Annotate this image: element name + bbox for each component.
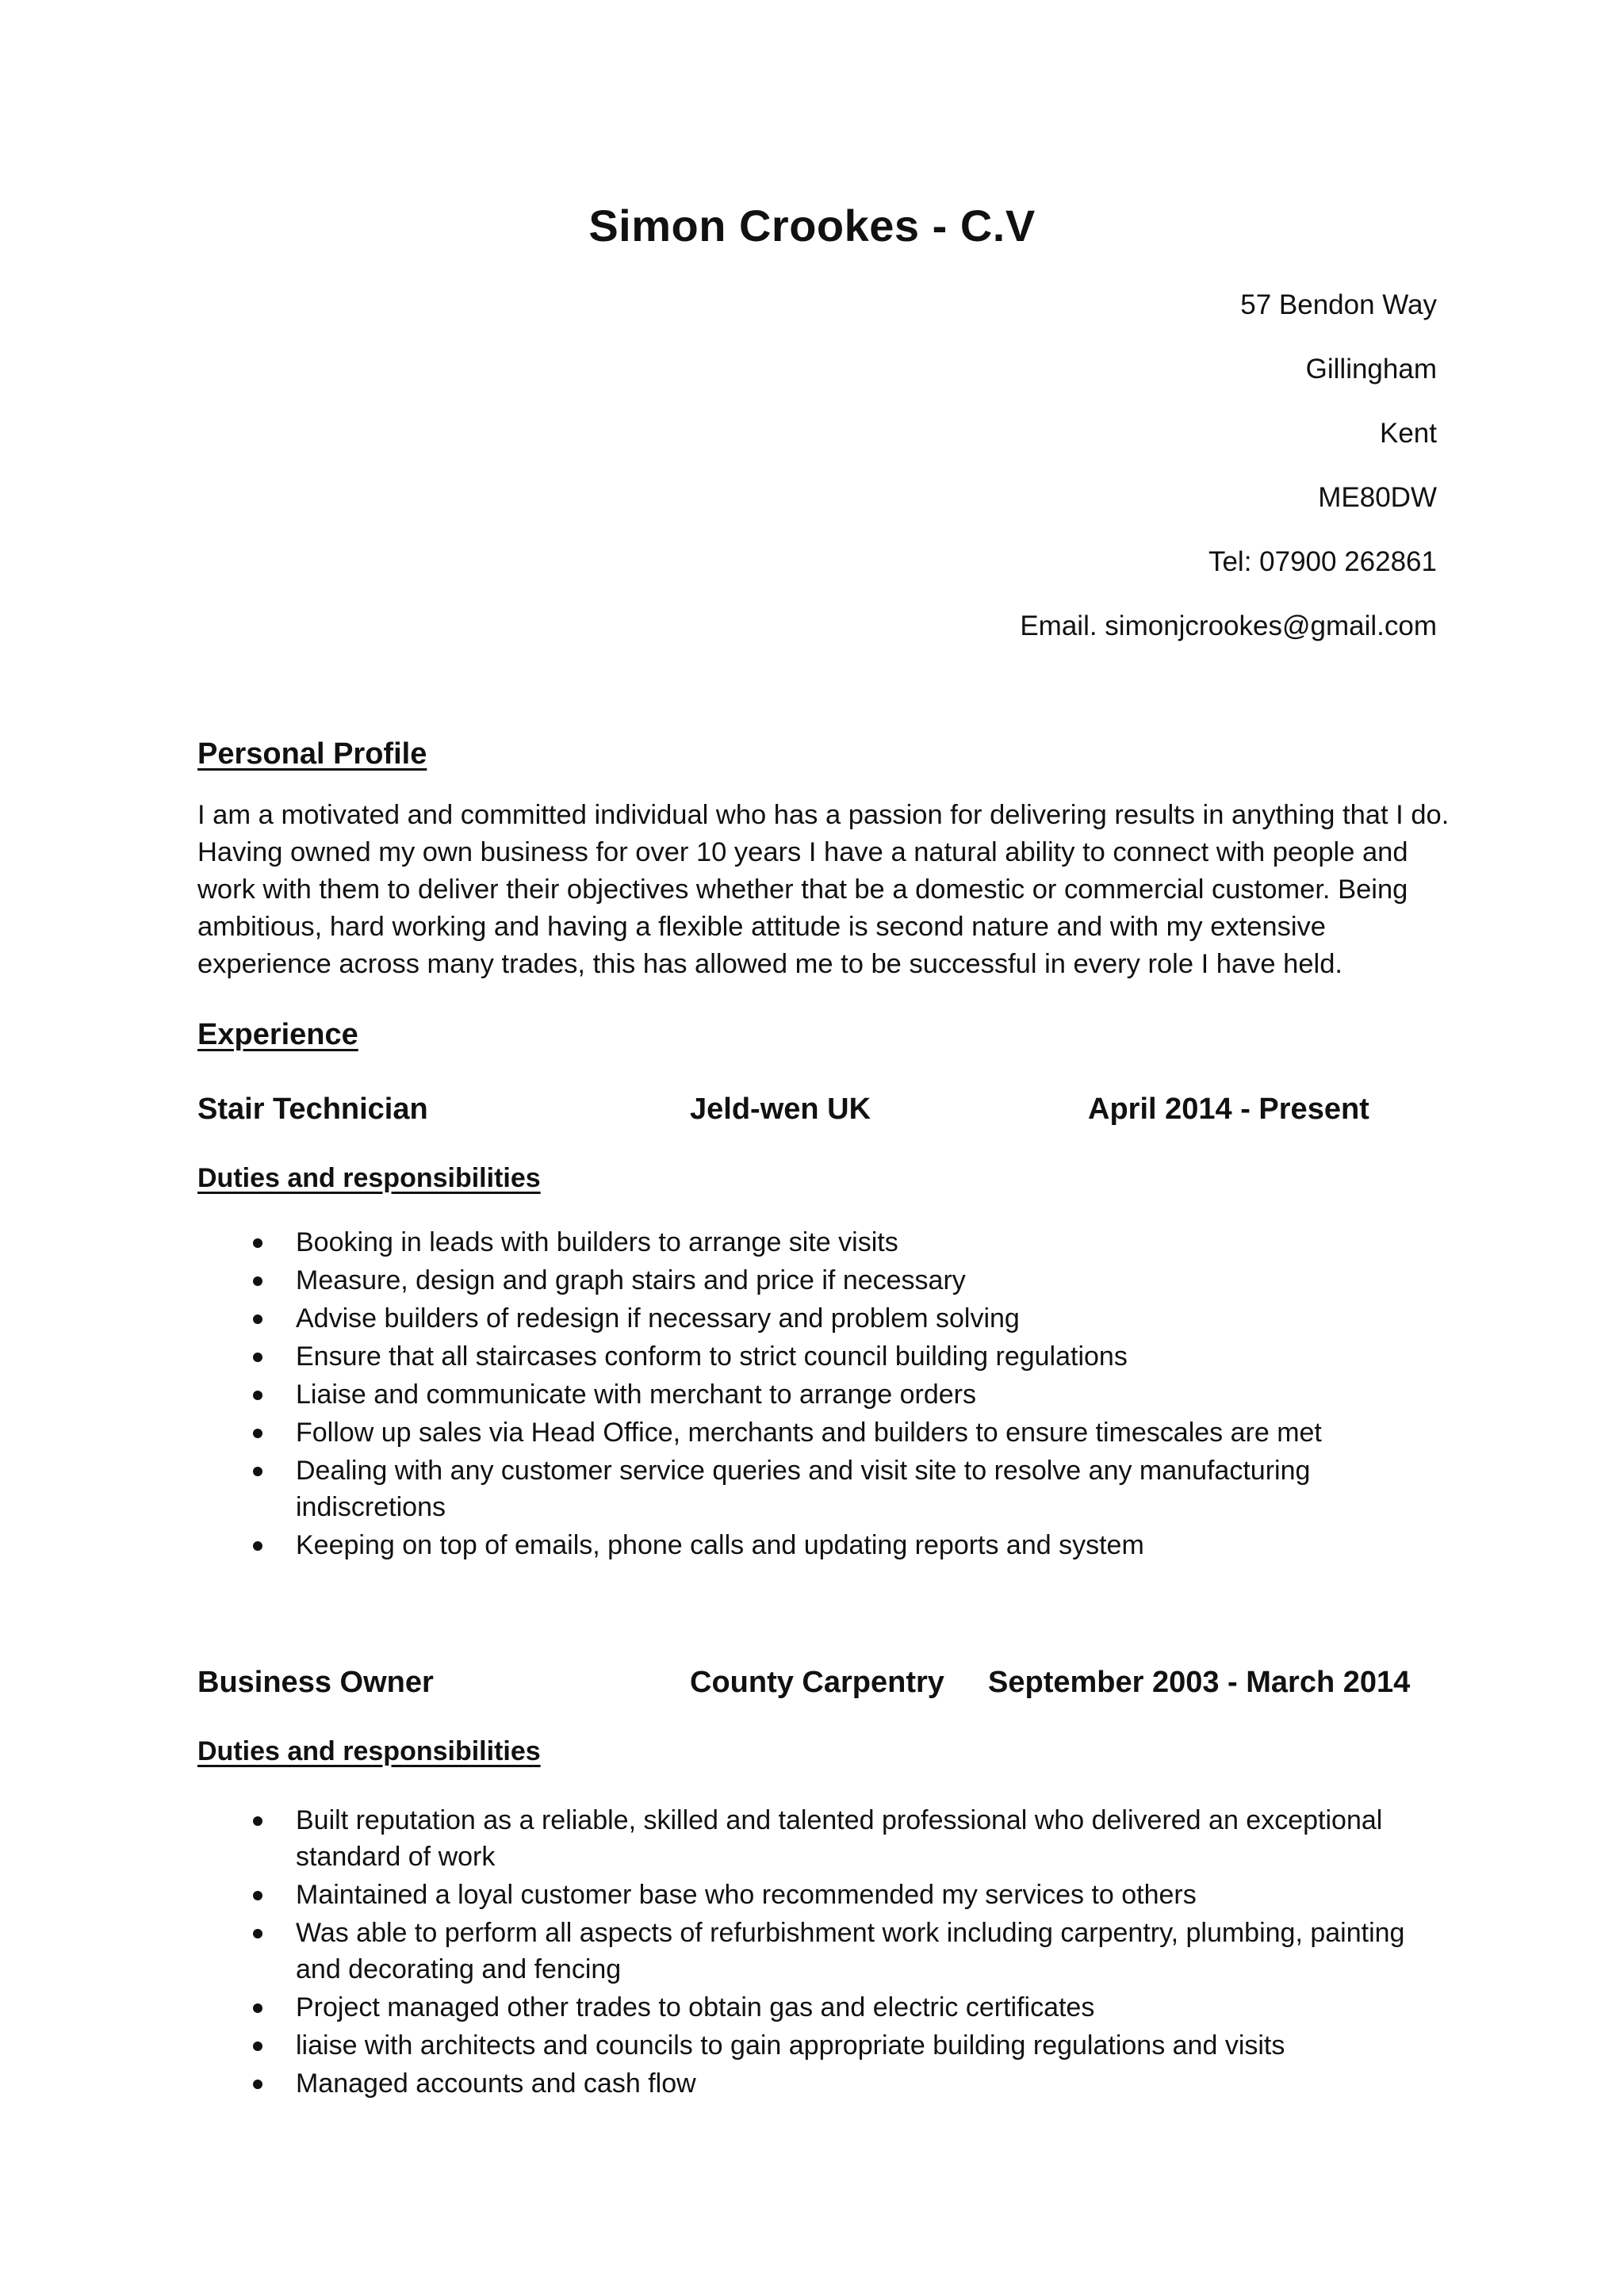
bullet-icon	[253, 1429, 262, 1438]
bullet-icon	[253, 1391, 262, 1400]
duties-list	[197, 1802, 1434, 2103]
bullet-icon	[253, 1276, 262, 1286]
experience-heading: Experience	[197, 1018, 358, 1051]
list-item: Keeping on top of emails, phone calls and updating reports and system	[197, 1527, 1434, 1563]
list-item: Follow up sales via Head Office, merchants and builders to ensure timescales are met	[197, 1414, 1434, 1451]
list-item: Ensure that all staircases conform to strict council building regulations	[197, 1338, 1434, 1375]
personal-profile-text: I am a motivated and committed individual who has a passion for delivering results in anything that I do. Having owned my own business for over 10 years I have a natural ability to connect with people and work with them to deliver their objectives whether that be a domestic or commercial customer. Being ambitious, hard working and having a flexible attitude is second nature and with my extensive experience across many trades, this has allowed me to be successful in every role I have held.	[197, 800, 1450, 979]
address-telephone: Tel: 07900 262861	[1208, 546, 1437, 577]
duties-heading: Duties and responsibilities	[197, 1736, 541, 1766]
bullet-icon	[253, 1353, 262, 1362]
list-item: Project managed other trades to obtain gas and electric certificates	[197, 1989, 1434, 2026]
address-postcode: ME80DW	[1318, 482, 1437, 513]
job-title: Business Owner	[197, 1666, 434, 1699]
list-item: Was able to perform all aspects of refurbishment work including carpentry, plumbing, painting and decorating and fencing	[197, 1915, 1434, 1988]
bullet-icon	[253, 2080, 262, 2089]
page-title: Simon Crookes - C.V	[588, 201, 1036, 251]
list-item: liaise with architects and councils to gain appropriate building regulations and visits	[197, 2027, 1434, 2064]
list-item: Advise builders of redesign if necessary and problem solving	[197, 1300, 1434, 1337]
bullet-icon	[253, 2042, 262, 2051]
address-town: Gillingham	[1305, 354, 1437, 385]
bullet-icon	[253, 1541, 262, 1551]
duties-heading: Duties and responsibilities	[197, 1163, 541, 1193]
list-item: Dealing with any customer service queries and visit site to resolve any manufacturing indiscretions	[197, 1452, 1434, 1525]
list-item: Booking in leads with builders to arrange site visits	[197, 1224, 1434, 1261]
bullet-icon	[253, 1238, 262, 1248]
job-title: Stair Technician	[197, 1093, 428, 1126]
list-item: Liaise and communicate with merchant to arrange orders	[197, 1376, 1434, 1413]
duties-list	[197, 1224, 1434, 1565]
bullet-icon	[253, 1891, 262, 1900]
job-dates: September 2003 - March 2014	[988, 1666, 1411, 1699]
list-item: Managed accounts and cash flow	[197, 2065, 1434, 2102]
address-street: 57 Bendon Way	[1240, 289, 1437, 320]
bullet-icon	[253, 2003, 262, 2013]
list-item: Measure, design and graph stairs and price if necessary	[197, 1262, 1434, 1299]
job-company: Jeld-wen UK	[690, 1093, 871, 1126]
bullet-icon	[253, 1929, 262, 1938]
address-email: Email. simonjcrookes@gmail.com	[1020, 610, 1437, 641]
bullet-icon	[253, 1314, 262, 1324]
personal-profile-heading: Personal Profile	[197, 737, 427, 771]
bullet-icon	[253, 1816, 262, 1826]
bullet-icon	[253, 1467, 262, 1476]
list-item: Maintained a loyal customer base who recommended my services to others	[197, 1877, 1434, 1913]
job-dates: April 2014 - Present	[1088, 1093, 1369, 1126]
address-county: Kent	[1380, 418, 1437, 449]
list-item: Built reputation as a reliable, skilled and talented professional who delivered an exceptional standard of work	[197, 1802, 1434, 1875]
job-company: County Carpentry	[690, 1666, 944, 1699]
